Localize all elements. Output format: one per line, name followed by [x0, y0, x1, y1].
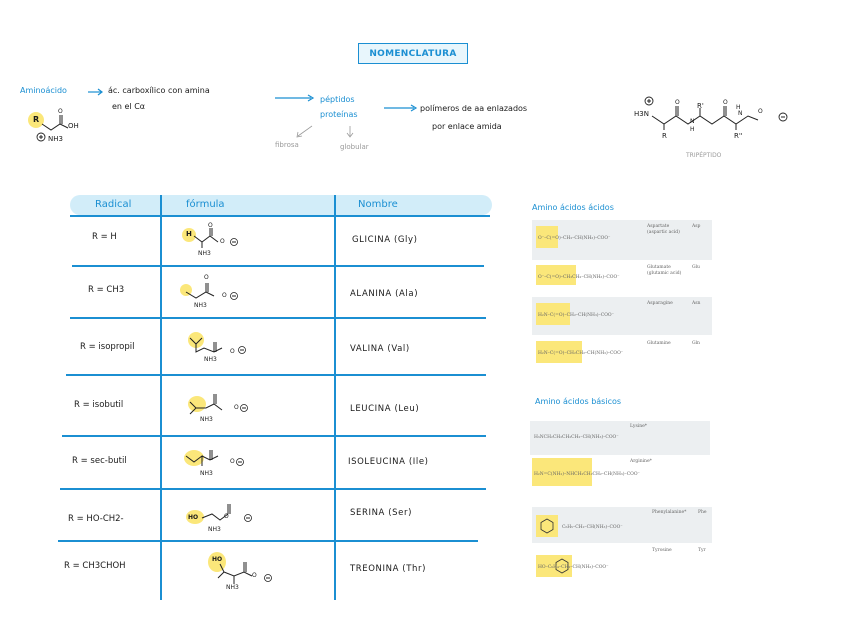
header-radical: Radical: [95, 199, 132, 210]
row-divider: [60, 488, 486, 490]
formula-alanine: [178, 274, 248, 314]
aa-name: Glutamine: [647, 341, 671, 346]
row-divider: [70, 317, 486, 319]
nh3-label: NH3: [208, 526, 221, 533]
o-label: O: [230, 458, 235, 465]
n-label: N: [738, 110, 743, 117]
plus-charge-icon: [36, 132, 46, 142]
skeleton-icon: [184, 278, 244, 312]
aa-name: Aspartate: [647, 224, 670, 229]
skeleton-icon: [184, 446, 248, 482]
peptide-chain-icon: [650, 100, 766, 134]
nombre-cell: LEUCINA (Leu): [350, 404, 420, 414]
radical-cell: R = isopropil: [80, 342, 135, 352]
basic-section-title: Amino ácidos básicos: [535, 397, 622, 406]
nh3-label: NH3: [198, 250, 211, 257]
acid-card-glutamine: [532, 337, 712, 371]
nombre-cell: VALINA (Val): [350, 344, 410, 354]
definition-line1: ác. carboxílico con amina: [108, 86, 210, 95]
basic-card-arginine: [530, 456, 710, 494]
structure-formula: C₆H₅–CH₂–CH(NH₃)–COO⁻: [562, 525, 623, 530]
fibrosa-label: fibrosa: [275, 141, 299, 149]
nombre-cell: GLICINA (Gly): [352, 235, 418, 245]
nombre-cell: ISOLEUCINA (Ile): [348, 457, 429, 467]
nombre-cell: TREONINA (Thr): [350, 564, 427, 574]
acid-card-aspartate: [532, 220, 712, 260]
aa-name: Phenylalanine*: [652, 510, 687, 515]
o-label: O: [208, 222, 213, 229]
o-label: O: [252, 572, 257, 579]
table-header-bar: [70, 195, 492, 215]
r2-label: R'': [734, 132, 743, 140]
aa-name: Glutamate: [647, 265, 671, 270]
ho-label: HO: [212, 556, 223, 563]
nh3-label: NH3: [204, 356, 217, 363]
aa-name: Lysine*: [630, 424, 648, 429]
radical-cell: R = CH3CHOH: [64, 561, 126, 571]
radical-cell: R = HO-CH2-: [68, 514, 124, 524]
o-label: O: [58, 108, 63, 115]
formula-threonine: [206, 550, 276, 596]
tripeptido-label: TRIPÉPTIDO: [686, 152, 722, 159]
formula-glycine: [180, 222, 250, 262]
o-label: O: [222, 292, 227, 299]
nh3-label: NH3: [226, 584, 239, 591]
structure-formula: O⁻–C(=O)–CH₂–CH(NH₃)–COO⁻: [538, 236, 611, 241]
structure-formula: H₂N–C(=O)–CH₂CH₂–CH(NH₃)–COO⁻: [538, 351, 624, 356]
proteinas-label: proteínas: [320, 110, 358, 119]
structure-formula: H₂N=C(NH₂)–NHCH₂CH₂CH₂–CH(NH₃)–COO⁻: [534, 472, 640, 477]
h3n-label: H3N: [634, 110, 649, 118]
r-label: R: [33, 115, 40, 124]
aa-abbr: Glu: [692, 265, 700, 270]
structure-formula: HO–C₆H₄–CH₂–CH(NH₃)–COO⁻: [538, 565, 609, 570]
aa-name: Arginine*: [630, 459, 652, 464]
globular-label: globular: [340, 143, 369, 151]
nh3-label: NH3: [200, 416, 213, 423]
peptidos-label: péptidos: [320, 95, 355, 104]
radical-cell: R = H: [92, 232, 117, 242]
structure-formula: H₂N–C(=O)–CH₂–CH(NH₃)–COO⁻: [538, 313, 614, 318]
o-label: O: [204, 274, 209, 281]
nh3-label: NH3: [48, 135, 63, 143]
arrow-icon: [275, 94, 315, 102]
acid-card-asparagine: [532, 297, 712, 335]
aa-abbr: Gln: [692, 341, 700, 346]
o-label: O: [224, 513, 229, 520]
aa-abbr: Tyr: [698, 548, 706, 553]
skeleton-icon: [188, 388, 252, 428]
formula-leucine: [186, 386, 256, 430]
oh-label: OH: [68, 122, 79, 130]
amino-acid-structure: [20, 108, 90, 148]
nombre-cell: ALANINA (Ala): [350, 289, 419, 299]
formula-valine: [184, 328, 254, 368]
radical-cell: R = isobutil: [74, 400, 124, 410]
o-label: O: [675, 99, 680, 106]
basic-card-tyrosine: [532, 545, 712, 585]
aa-alt-name: (glutamic acid): [647, 271, 682, 276]
basic-card-phenylalanine: [532, 507, 712, 543]
minus-charge-icon: [778, 112, 788, 122]
aa-abbr: Asp: [692, 224, 701, 229]
formula-serine: [186, 498, 256, 538]
aa-name: Tyrosine: [652, 548, 672, 553]
header-formula: fórmula: [186, 199, 225, 210]
structure-formula: H₃NCH₂CH₂CH₂CH₂–CH(NH₃)–COO⁻: [534, 435, 619, 440]
row-divider: [62, 435, 486, 437]
acid-card-glutamate: [532, 261, 712, 295]
benzene-ring-icon: [539, 518, 555, 534]
page-title: NOMENCLATURA: [358, 43, 468, 64]
radical-cell: R = sec-butil: [72, 456, 127, 466]
aa-abbr: Phe: [698, 510, 707, 515]
polimeros-line2: por enlace amida: [432, 122, 502, 131]
nh3-label: NH3: [200, 470, 213, 477]
arrow-icon: [88, 88, 104, 96]
h-label: H: [186, 230, 192, 238]
aa-abbr: Asn: [692, 301, 701, 306]
row-divider: [58, 540, 478, 542]
aa-alt-name: (aspartic acid): [647, 230, 680, 235]
acid-section-title: Amino ácidos ácidos: [532, 203, 614, 212]
h-label: H: [736, 104, 741, 111]
r-label: R: [662, 132, 667, 140]
o-label: O: [758, 108, 763, 115]
formula-isoleucine: [182, 444, 252, 484]
o-label: O: [220, 238, 225, 245]
polimeros-line1: polímeros de aa enlazados: [420, 104, 528, 113]
row-divider: [70, 215, 490, 217]
arrow-icon: [384, 104, 418, 112]
h-label: H: [690, 126, 695, 133]
o-label: O: [723, 99, 728, 106]
nh3-label: NH3: [194, 302, 207, 309]
row-divider: [66, 374, 486, 376]
nombre-cell: SERINA (Ser): [350, 508, 413, 518]
n-label: N: [690, 118, 695, 125]
radical-cell: R = CH3: [88, 285, 125, 295]
o-label: O: [234, 404, 239, 411]
definition-line2: en el Cα: [112, 102, 146, 111]
row-divider: [72, 265, 484, 267]
o-label: O: [230, 348, 235, 355]
ho-label: HO: [188, 514, 199, 521]
aa-name: Asparagine: [647, 301, 673, 306]
skeleton-icon: [214, 556, 274, 596]
header-nombre: Nombre: [358, 199, 398, 210]
structure-formula: O⁻–C(=O)–CH₂CH₂–CH(NH₃)–COO⁻: [538, 275, 620, 280]
aminoacido-label: Aminoácido: [20, 86, 67, 95]
r1-label: R': [697, 102, 704, 110]
skeleton-icon: [188, 330, 250, 364]
branch-arrows-icon: [290, 124, 360, 142]
basic-card-lysine: [530, 421, 710, 455]
